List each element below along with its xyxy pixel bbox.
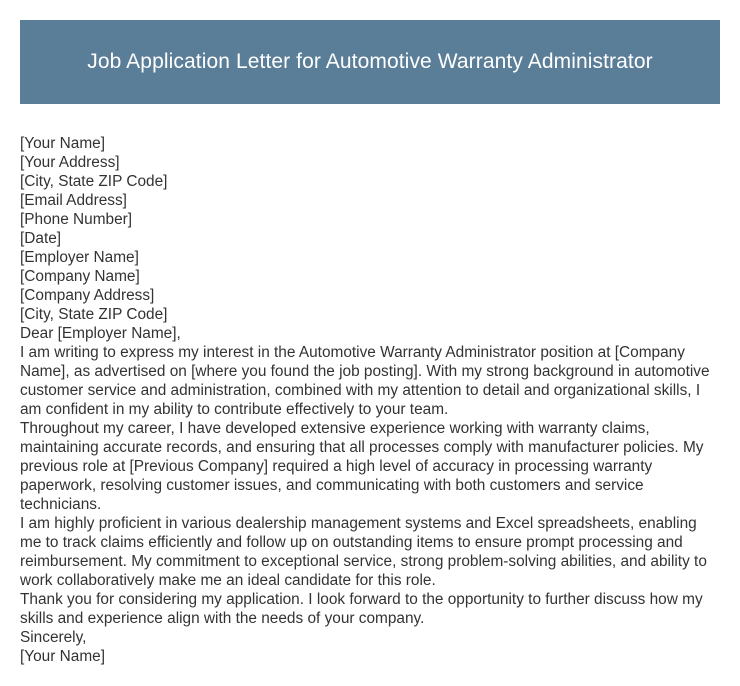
recipient-company-address: [Company Address] bbox=[20, 287, 155, 304]
recipient-company: [Company Name] bbox=[20, 268, 140, 285]
letter-date: [Date] bbox=[20, 230, 62, 247]
paragraph-skills: I am highly proficient in various dealership management systems and Excel spreadsheets, enabling me to track claims efficiently and follow up on outstanding items to ensure prompt processing and reimbursement. My commitment to exceptional service, strong problem-solving abilities, and ability to work collaboratively make me an ideal candidate for this role. bbox=[20, 515, 707, 589]
sender-address: [Your Address] bbox=[20, 154, 120, 171]
salutation: Dear [Employer Name], bbox=[20, 325, 181, 342]
signature: [Your Name] bbox=[20, 648, 105, 665]
sender-name: [Your Name] bbox=[20, 135, 105, 152]
page-title: Job Application Letter for Automotive Warranty Administrator bbox=[87, 50, 653, 73]
paragraph-intro: I am writing to express my interest in the Automotive Warranty Administrator position at [Company Name], as advertised on [where you found the job posting]. With my strong background in automotive customer service and administration, combined with my attention to detail and organizational skills, I am confident in my ability to contribute effectively to your team. bbox=[20, 344, 710, 418]
closing: Sincerely, bbox=[20, 629, 87, 646]
letter-body bbox=[20, 134, 720, 666]
recipient-name: [Employer Name] bbox=[20, 249, 139, 266]
paragraph-experience: Throughout my career, I have developed extensive experience working with warranty claims, maintaining accurate records, and ensuring that all processes comply with manufacturer policies. My previous role at [Previous Company] required a high level of accuracy in processing warranty paperwork, resolving customer issues, and communicating with both customers and service technicians. bbox=[20, 420, 704, 513]
paragraph-thanks: Thank you for considering my application. I look forward to the opportunity to further discuss how my skills and experience align with the needs of your company. bbox=[20, 591, 703, 627]
sender-phone: [Phone Number] bbox=[20, 211, 133, 228]
sender-email: [Email Address] bbox=[20, 192, 127, 209]
sender-city-state-zip: [City, State ZIP Code] bbox=[20, 173, 168, 190]
header-banner bbox=[20, 20, 720, 104]
recipient-city-state-zip: [City, State ZIP Code] bbox=[20, 306, 168, 323]
